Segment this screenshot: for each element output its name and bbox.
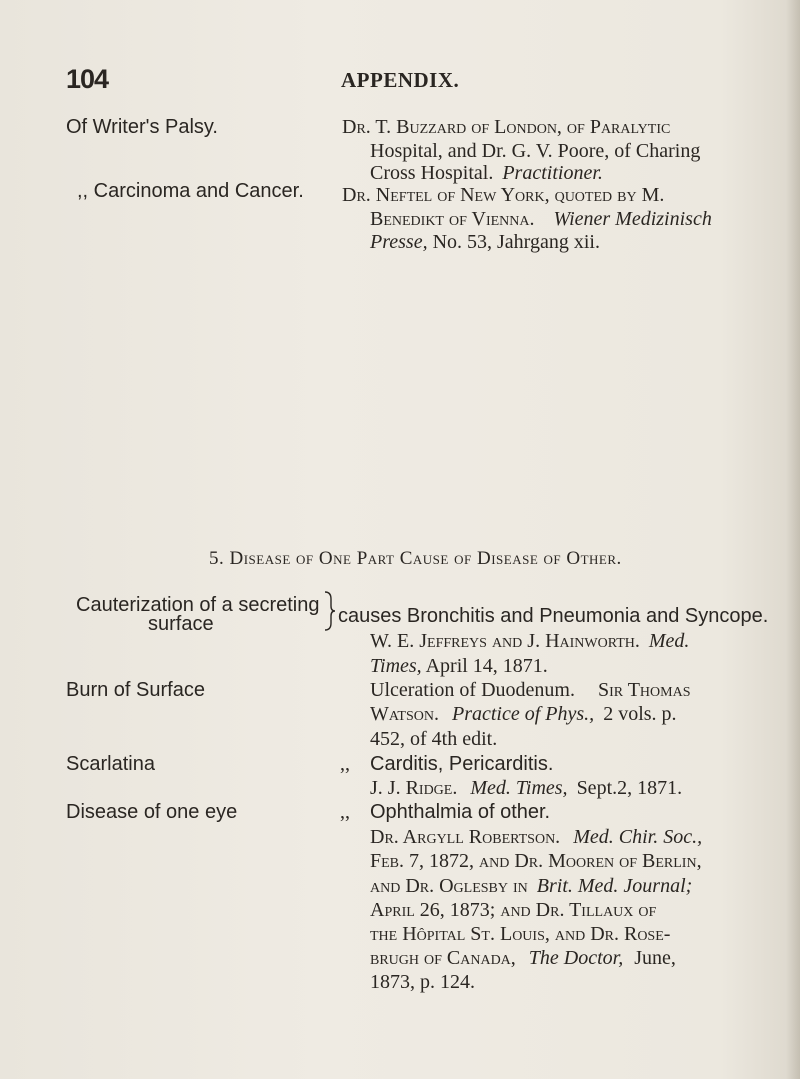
- cross-hospital-text: Cross Hospital.: [370, 162, 494, 184]
- jeffreys-date: April 14, 1871.: [425, 655, 548, 677]
- buzzard-line-2: Hospital, and Dr. G. V. Poore, of Charing: [370, 140, 701, 162]
- tillaux-line: April 26, 1873; and Dr. Tillaux of: [370, 899, 657, 921]
- robertson-author: Dr. Argyll Robertson.: [370, 826, 561, 848]
- ridge-date: Sept.2, 1871.: [576, 777, 683, 799]
- section-title: 5. Disease of One Part Cause of Disease of Other.: [209, 548, 622, 569]
- watson-author: Watson.: [370, 703, 439, 725]
- neftel-line-2: [370, 208, 712, 231]
- oglesby-journal: Brit. Med. Journal;: [536, 875, 693, 897]
- watson-line-2: 452, of 4th edit.: [370, 728, 498, 750]
- robertson-line-1: [370, 826, 702, 849]
- rose-line-2: [370, 947, 676, 970]
- page-edge-shadow: [786, 0, 800, 1079]
- carditis-text: Carditis, Pericarditis.: [370, 753, 554, 775]
- label-carcinoma: ,, Carcinoma and Cancer.: [77, 180, 304, 202]
- wiener-journal: Wiener Medizinisch: [553, 208, 712, 230]
- watson-vols: 2 vols. p.: [603, 703, 677, 725]
- label-scarlatina: Scarlatina: [66, 753, 155, 775]
- rose-date: June,: [634, 947, 676, 969]
- buzzard-line-3: [370, 162, 603, 185]
- practitioner-journal: Practitioner.: [502, 162, 603, 184]
- rose-line-1: the Hôpital St. Louis, and Dr. Rose-: [370, 923, 671, 945]
- burn-line-1: [370, 679, 691, 702]
- robertson-line-2: Feb. 7, 1872, and Dr. Mooren of Berlin,: [370, 850, 702, 872]
- rosebrugh-text: brugh of Canada,: [370, 947, 516, 969]
- causes-text: causes Bronchitis and Pneumonia and Syncope.: [338, 605, 769, 627]
- jeffreys-authors: W. E. Jeffreys and J. Hainworth.: [370, 630, 640, 652]
- neftel-line-3: [370, 231, 600, 254]
- doctor-journal: The Doctor,: [528, 947, 624, 969]
- eye-ditto: ,,: [340, 801, 350, 823]
- label-cauterization-1: Cauterization of a secreting: [76, 594, 320, 616]
- label-writers-palsy: Of Writer's Palsy.: [66, 116, 218, 138]
- scarlatina-ditto: ,,: [340, 753, 350, 775]
- running-title: APPENDIX.: [341, 68, 460, 92]
- presse-journal: Presse,: [370, 231, 428, 253]
- label-burn: Burn of Surface: [66, 679, 205, 701]
- label-eye: Disease of one eye: [66, 801, 238, 823]
- label-cauterization-2: surface: [148, 613, 214, 635]
- watson-journal: Practice of Phys.,: [452, 703, 595, 725]
- jeffreys-line-1: [370, 630, 689, 653]
- sir-thomas: Sir Thomas: [597, 679, 691, 701]
- page-number: 104: [66, 64, 109, 94]
- times-journal: Times,: [370, 655, 422, 677]
- jeffreys-line-2: [370, 655, 548, 678]
- brace-icon: [323, 590, 337, 632]
- ridge-author: J. J. Ridge.: [370, 777, 458, 799]
- ophthalmia-text: Ophthalmia of other.: [370, 801, 551, 823]
- ridge-line: [370, 777, 682, 800]
- neftel-line-1: Dr. Neftel of New York, quoted by M.: [342, 184, 665, 206]
- oglesby-line: [370, 875, 692, 898]
- ridge-journal: Med. Times,: [470, 777, 568, 799]
- buzzard-line-1: Dr. T. Buzzard of London, of Paralytic: [342, 116, 671, 138]
- final-line: 1873, p. 124.: [370, 971, 475, 993]
- presse-number: No. 53, Jahrgang xii.: [432, 231, 600, 253]
- ulceration-text: Ulceration of Duodenum.: [370, 679, 575, 701]
- benedikt-text: Benedikt of Vienna.: [370, 208, 535, 230]
- oglesby-author: and Dr. Oglesby in: [370, 875, 528, 897]
- jeffreys-journal: Med.: [648, 630, 690, 652]
- watson-line-1: [370, 703, 677, 726]
- robertson-journal: Med. Chir. Soc.,: [573, 826, 703, 848]
